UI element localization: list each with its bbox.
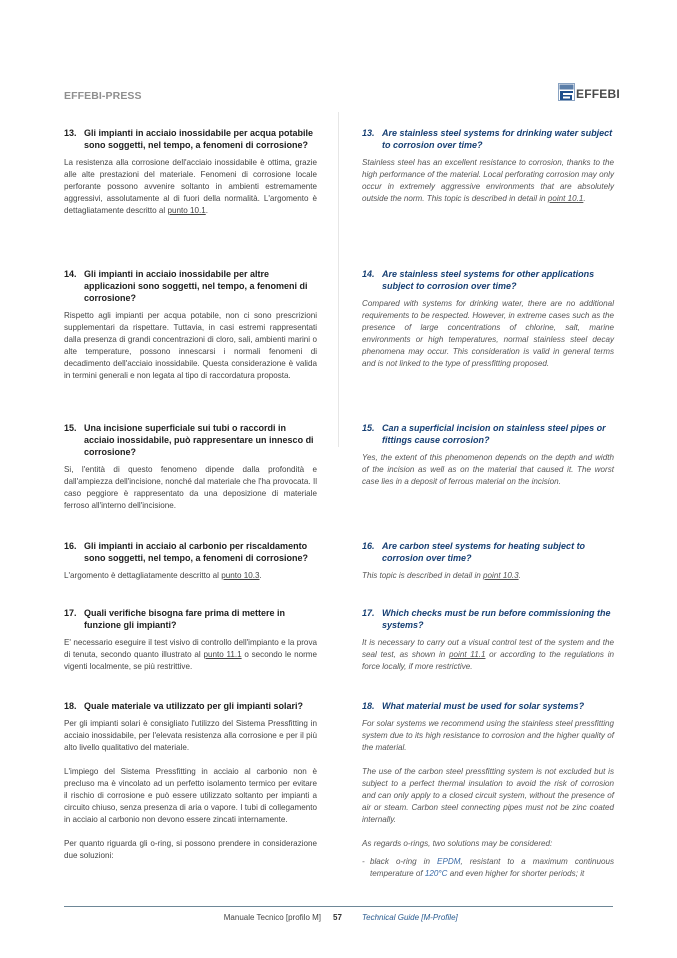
question-title: Gli impianti in acciaio inossidabile per acqua potabile sono soggetti, nel tempo, a fenomeni di corrosione?	[84, 128, 314, 150]
question-number: 16.	[64, 541, 77, 551]
answer-text: This topic is described in detail in point 10.3.	[362, 571, 521, 580]
reference-link[interactable]: punto 10.3	[221, 571, 260, 580]
question-title: Quale materiale va utilizzato per gli impianti solari?	[84, 701, 304, 711]
footer-italian-title: Manuale Tecnico [profilo M]	[223, 913, 321, 922]
answer-text: L'argomento è dettagliatamente descritto al punto 10.3.	[64, 571, 262, 580]
answer-text: Si, l'entità di questo fenomeno dipende dalla profondità e dall'ampiezza dell'incisione, nonché dal materiale che l'ha provocata. Il caso peggiore è rappresentato da una deposizione di materiale ferroso all'interno dell'incisione.	[64, 465, 317, 510]
answer-text: Yes, the extent of this phenomenon depends on the depth and width of the incision as well as on the material that caused it. The worst case lies in a deposit of ferrous material on the incision.	[362, 453, 614, 486]
question-title: What material must be used for solar systems?	[382, 701, 585, 711]
answer-text: Compared with systems for drinking water, there are no additional requirements to be respected. However, in extreme cases such as the presence of large concentrations of chlorine, salt, marine environments or high temperatures, normal stainless steel decay phenomena may occur. This consideration is valid in general terms and is not linked to the type of pressfitting proposed.	[362, 299, 614, 368]
question-title: Are carbon steel systems for heating subject to corrosion over time?	[382, 541, 586, 563]
question-title: Can a superficial incision on stainless steel pipes or fittings cause corrosion?	[382, 423, 606, 445]
faq-item-en-14	[362, 268, 614, 370]
answer-text: La resistenza alla corrosione dell'acciaio inossidabile è ottima, grazie alle alte prestazioni del materiale. Fenomeni di corrosione locale perforante possono avvenire soltanto in ambienti estremamente aggressivi, assolutamente al di fuori della normalità. L'argomento è dettagliatamente descritto al punto 10.1.	[64, 158, 317, 215]
question-number: 17.	[64, 608, 77, 618]
effebi-logo	[558, 82, 620, 102]
question-title: Gli impianti in acciaio inossidabile per altre applicazioni sono soggetti, nel tempo, a fenomeni di corrosione?	[84, 269, 308, 303]
faq-item-en-18	[362, 700, 614, 880]
question-title: Gli impianti in acciaio al carbonio per riscaldamento sono soggetti, nel tempo, a fenomeni di corrosione?	[84, 541, 309, 563]
question-number: 13.	[64, 128, 77, 138]
reference-link[interactable]: point 11.1	[449, 650, 486, 659]
answer-text: It is necessary to carry out a visual control test of the system and the seal test, as shown in point 11.1 or according to the regulations in force locally, if more restrictive.	[362, 638, 614, 671]
faq-item-it-18	[64, 700, 317, 862]
faq-item-en-16	[362, 540, 614, 582]
answer-text: E' necessario eseguire il test visivo di controllo dell'impianto e la prova di tenuta, secondo quanto illustrato al punto 11.1 o secondo le norme vigenti localmente, se più restrittive.	[64, 638, 318, 671]
logo-text: EFFEBI	[576, 86, 620, 101]
faq-item-it-14	[64, 268, 317, 382]
reference-link[interactable]: punto 10.1	[167, 206, 206, 215]
question-number: 18.	[64, 701, 77, 711]
list-dash: -	[362, 857, 365, 866]
footer-english-title: Technical Guide [M-Profile]	[362, 913, 458, 922]
faq-item-it-13	[64, 127, 317, 217]
question-number: 15.	[64, 423, 77, 433]
question-title: Are stainless steel systems for drinking water subject to corrosion over time?	[382, 128, 613, 150]
question-title: Which checks must be run before commissioning the systems?	[382, 608, 611, 630]
faq-item-en-13	[362, 127, 614, 205]
page-number: 57	[333, 913, 342, 922]
answer-text: Per gli impianti solari è consigliato l'utilizzo del Sistema Pressfitting in acciaio inossidabile, per l'elevata resistenza alla corrosione e per il più alto livello qualitativo del materiale. L'impiego del Sistema Pressfitting in acciaio al carbonio non è precluso ma è vincolato ad un perfetto isolamento termico per evitare il rischio di corrosione e può essere utilizzato soltanto per impianti a circuito chiuso, senza presenza di aria o vapore. I tubi di collegamento in acciaio al carbonio non devono essere zincati internamente. Per quanto riguarda gli o-ring, si possono prendere in considerazione due soluzioni:	[64, 719, 317, 860]
footer-rule	[64, 906, 613, 907]
answer-text: Rispetto agli impianti per acqua potabile, non ci sono prescrizioni supplementari da rispettare. Tuttavia, in casi estremi rappresentati dalla presenza di grandi concentrazioni di cloro, sali, ambienti marini o alte temperature, possono innescarsi i normali fenomeni di decadimento dell'acciaio inossidabile. Questa considerazione è valida in termini generali e non legata al tipo di raccordatura proposta.	[64, 311, 317, 380]
question-number: 14.	[64, 269, 77, 279]
question-title: Are stainless steel systems for other applications subject to corrosion over time?	[382, 269, 595, 291]
reference-link[interactable]: point 10.1	[547, 194, 584, 203]
faq-item-en-17	[362, 607, 614, 673]
question-number: 17.	[362, 608, 375, 618]
material-highlight: EPDM	[437, 857, 461, 866]
o-ring-option: - black o-ring in EPDM, resistant to a maximum continuous temperature of 120°C and even higher for shorter periods; it	[362, 857, 614, 878]
faq-item-it-16	[64, 540, 317, 582]
question-title: Quali verifiche bisogna fare prima di mettere in funzione gli impianti?	[84, 608, 286, 630]
question-number: 13.	[362, 128, 375, 138]
answer-text: For solar systems we recommend using the stainless steel pressfitting system due to its high resistance to corrosion and the higher quality of the material. The use of the carbon steel pressfitting system is not excluded but is subject to a perfect thermal insulation to avoid the risk of corrosion and can only apply to a closed circuit system, without the presence of air or steam. Carbon steel connecting pipes must not be zinc coated internally. As regards o-rings, two solutions may be considered: - black o-ring in EPDM, resistant to a maximum continuous temperature of 120°C and even higher for shorter periods; it	[362, 719, 614, 878]
reference-link[interactable]: point 10.3	[483, 571, 519, 580]
effebi-logo-icon	[558, 83, 575, 101]
faq-item-en-15	[362, 422, 614, 488]
question-number: 14.	[362, 269, 375, 279]
temperature-highlight: 120°C	[424, 869, 448, 878]
question-number: 15.	[362, 423, 375, 433]
answer-text: Stainless steel has an excellent resistance to corrosion, thanks to the high performance of the material. Local perforating corrosion may only occur in extremely aggressive environments that are absolutely outside the norm. This topic is described in detail in point 10.1.	[362, 158, 614, 203]
brand-title: EFFEBI-PRESS	[64, 90, 142, 102]
column-divider	[338, 112, 339, 447]
question-number: 16.	[362, 541, 375, 551]
question-number: 18.	[362, 701, 375, 711]
question-title: Una incisione superficiale sui tubi o raccordi in acciaio inossidabile, può rappresentare un innesco di corrosione?	[84, 423, 314, 457]
reference-link[interactable]: punto 11.1	[203, 650, 242, 659]
faq-item-it-17	[64, 607, 317, 673]
faq-item-it-15	[64, 422, 317, 512]
